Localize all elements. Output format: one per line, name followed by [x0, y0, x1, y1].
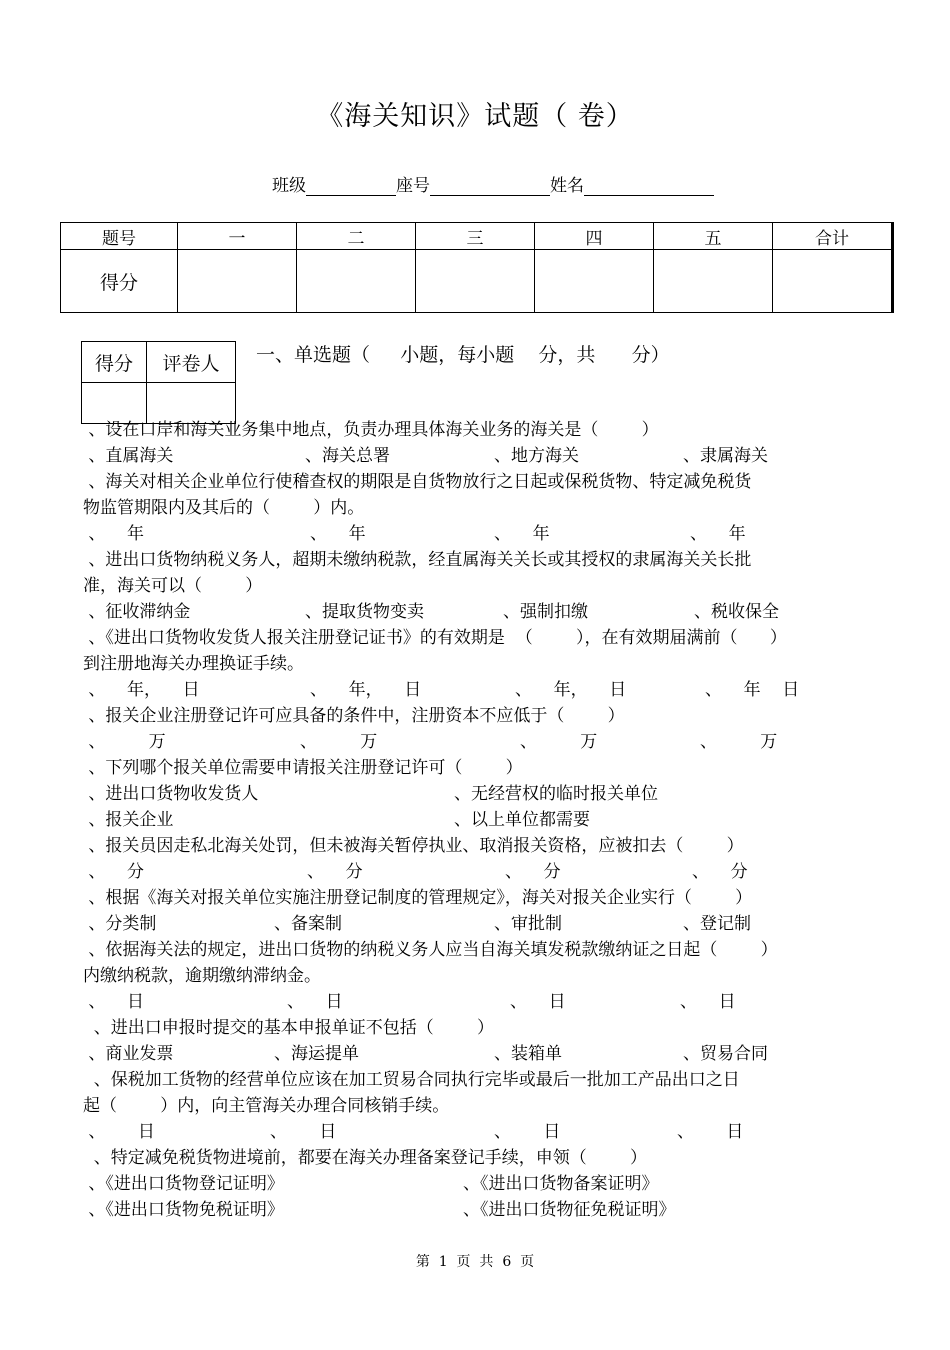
answer-option[interactable]: 、地方海关: [494, 446, 579, 466]
answer-option[interactable]: 、分类制: [83, 914, 157, 934]
score-table: [60, 222, 894, 313]
question-line: 、依据海关法的规定，进出口货物的纳税义务人应当自海关填发税款缴纳证之日起（ ）: [83, 940, 778, 960]
student-info: [272, 171, 714, 196]
question-line: 、设在口岸和海关业务集中地点，负责办理具体海关业务的海关是（ ）: [83, 420, 659, 440]
answer-option[interactable]: 、 分: [83, 862, 145, 882]
answer-option[interactable]: 、 年: [83, 524, 145, 544]
answer-option[interactable]: 、《进出口货物征免税证明》: [463, 1200, 676, 1220]
answer-option[interactable]: 、 万: [300, 732, 378, 752]
answer-option[interactable]: 、提取货物变卖: [305, 602, 424, 622]
answer-option[interactable]: 、 年: [690, 524, 746, 544]
name-label: 姓名: [550, 176, 584, 196]
score-header-qnum: 题号: [61, 223, 178, 250]
question-line: 、特定减免税货物进境前，都要在海关办理备案登记手续，申领（ ）: [83, 1148, 648, 1168]
question-line: 到注册地海关办理换证手续。: [83, 654, 304, 674]
answer-option[interactable]: 、海运提单: [274, 1044, 359, 1064]
question-line: 物监管期限内及其后的（ ）内。: [83, 498, 365, 518]
score-cell-1[interactable]: [178, 250, 297, 313]
score-header-total: 合计: [773, 223, 893, 250]
answer-option[interactable]: 、 分: [692, 862, 748, 882]
answer-option[interactable]: 、 年: [494, 524, 550, 544]
question-line: 内缴纳税款，逾期缴纳滞纳金。: [83, 966, 321, 986]
score-cell-5[interactable]: [654, 250, 773, 313]
answer-option[interactable]: 、 万: [520, 732, 598, 752]
answer-option[interactable]: 、 年， 日: [310, 680, 422, 700]
grader-score-label: 得分: [82, 342, 147, 383]
answer-option[interactable]: 、《进出口货物登记证明》: [83, 1174, 284, 1194]
score-header-2: 二: [297, 223, 416, 250]
answer-option[interactable]: 、 日: [494, 1122, 561, 1142]
answer-option[interactable]: 、 年: [310, 524, 366, 544]
answer-option[interactable]: 、 日: [83, 1122, 155, 1142]
answer-option[interactable]: 、隶属海关: [683, 446, 768, 466]
answer-option[interactable]: 、进出口货物收发货人: [83, 784, 259, 804]
answer-option[interactable]: 、报关企业: [83, 810, 174, 830]
page-footer: 第 1 页 共 6 页: [415, 1254, 535, 1270]
answer-option[interactable]: 、 日: [270, 1122, 337, 1142]
answer-option[interactable]: 、 万: [83, 732, 166, 752]
section-title: 一、单选题（ 小题，每小题 分，共 分）: [256, 344, 670, 366]
question-line: 起（ ）内，向主管海关办理合同核销手续。: [83, 1096, 450, 1116]
answer-option[interactable]: 、《进出口货物免税证明》: [83, 1200, 284, 1220]
answer-option[interactable]: 、 日: [83, 992, 145, 1012]
answer-option[interactable]: 、 年 日: [705, 680, 800, 700]
answer-option[interactable]: 、 年， 日: [83, 680, 200, 700]
grader-name-label: 评卷人: [147, 342, 236, 383]
question-line: 、报关企业注册登记许可应具备的条件中，注册资本不应低于（ ）: [83, 706, 625, 726]
question-line: 、《进出口货物收发货人报关注册登记证书》的有效期是 （ ），在有效期届满前（ ）: [83, 628, 787, 648]
answer-option[interactable]: 、《进出口货物备案证明》: [463, 1174, 659, 1194]
answer-option[interactable]: 、 日: [510, 992, 566, 1012]
answer-option[interactable]: 、 万: [700, 732, 778, 752]
question-line: 、下列哪个报关单位需要申请报关注册登记许可（ ）: [83, 758, 523, 778]
answer-option[interactable]: 、商业发票: [83, 1044, 174, 1064]
answer-option[interactable]: 、 年， 日: [515, 680, 627, 700]
answer-option[interactable]: 、 分: [505, 862, 561, 882]
question-line: 、保税加工货物的经营单位应该在加工贸易合同执行完毕或最后一批加工产品出口之日: [83, 1070, 740, 1090]
answer-option[interactable]: 、强制扣缴: [503, 602, 588, 622]
score-cell-4[interactable]: [535, 250, 654, 313]
answer-option[interactable]: 、 日: [287, 992, 343, 1012]
score-row-label: 得分: [61, 250, 178, 313]
name-blank[interactable]: [584, 177, 714, 196]
question-line: 准，海关可以（ ）: [83, 576, 263, 596]
class-blank[interactable]: [306, 177, 396, 196]
class-label: 班级: [272, 176, 306, 196]
answer-option[interactable]: 、备案制: [274, 914, 342, 934]
answer-option[interactable]: 、贸易合同: [683, 1044, 768, 1064]
answer-option[interactable]: 、无经营权的临时报关单位: [454, 784, 658, 804]
answer-option[interactable]: 、税收保全: [694, 602, 779, 622]
seat-blank[interactable]: [430, 177, 550, 196]
score-cell-total[interactable]: [773, 250, 893, 313]
question-line: 、海关对相关企业单位行使稽查权的期限是自货物放行之日起或保税货物、特定减免税货: [83, 472, 752, 492]
score-header-5: 五: [654, 223, 773, 250]
answer-option[interactable]: 、 日: [680, 992, 736, 1012]
answer-option[interactable]: 、审批制: [494, 914, 562, 934]
answer-option[interactable]: 、征收滞纳金: [83, 602, 191, 622]
question-line: 、报关员因走私北海关处罚，但未被海关暂停执业、取消报关资格，应被扣去（ ）: [83, 836, 744, 856]
exam-title: 《海关知识》试题（ 卷）: [316, 101, 634, 132]
score-header-4: 四: [535, 223, 654, 250]
answer-option[interactable]: 、以上单位都需要: [454, 810, 590, 830]
answer-option[interactable]: 、直属海关: [83, 446, 174, 466]
score-cell-3[interactable]: [416, 250, 535, 313]
answer-option[interactable]: 、 日: [677, 1122, 744, 1142]
question-line: 、根据《海关对报关单位实施注册登记制度的管理规定》，海关对报关企业实行（ ）: [83, 888, 753, 908]
grader-table: [81, 341, 236, 424]
answer-option[interactable]: 、 分: [307, 862, 363, 882]
score-cell-2[interactable]: [297, 250, 416, 313]
question-line: 、进出口货物纳税义务人，超期未缴纳税款，经直属海关关长或其授权的隶属海关关长批: [83, 550, 752, 570]
seat-label: 座号: [396, 176, 430, 196]
score-header-1: 一: [178, 223, 297, 250]
answer-option[interactable]: 、登记制: [683, 914, 751, 934]
answer-option[interactable]: 、装箱单: [494, 1044, 562, 1064]
answer-option[interactable]: 、海关总署: [305, 446, 390, 466]
question-line: 、进出口申报时提交的基本申报单证不包括（ ）: [83, 1018, 495, 1038]
score-header-3: 三: [416, 223, 535, 250]
